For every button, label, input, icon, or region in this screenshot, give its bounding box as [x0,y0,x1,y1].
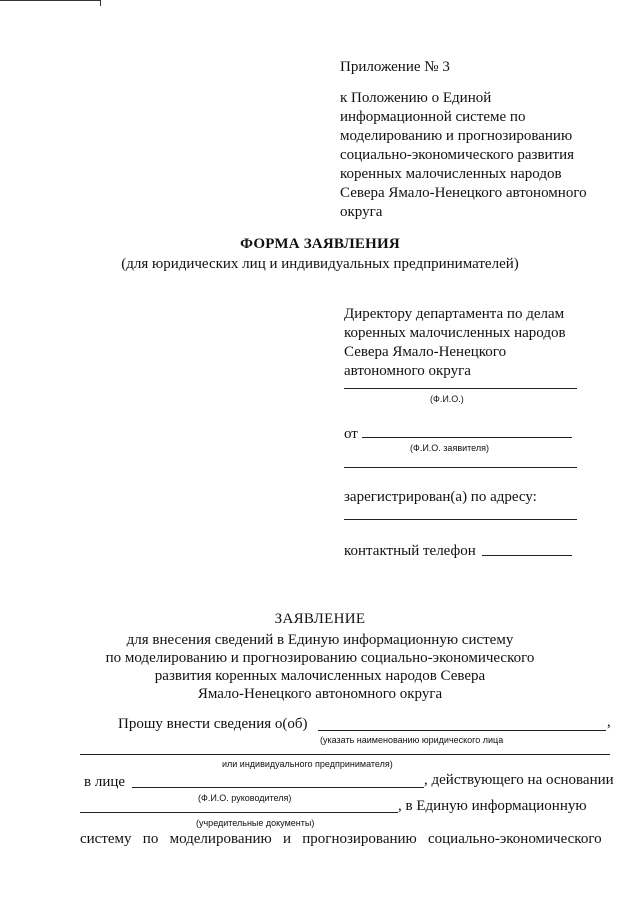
top-border-tick [100,0,101,6]
applicant-caption: (Ф.И.О. заявителя) [410,443,489,453]
application-line: развития коренных малочисленных народов Севера [154,668,486,684]
addressee-line: Директору департамента по делам [344,306,565,322]
application-line: по моделированию и прогнозированию социально-экономического [105,650,535,666]
comma: , [607,714,611,730]
form-title: ФОРМА ЗАЯВЛЕНИЯ [240,236,400,252]
address-field-line[interactable] [344,519,577,520]
appendix-line: округа [340,204,383,220]
from-label: от [344,426,358,442]
documents-field-line[interactable] [80,812,398,813]
phone-label: контактный телефон [344,543,476,559]
entity-name-field-line[interactable] [318,730,606,731]
appendix-line: социально-экономического развития [340,147,575,163]
applicant-field-line[interactable] [362,437,572,438]
person-label: в лице [84,774,126,790]
appendix-title: Приложение № 3 [340,59,450,75]
phone-field-line[interactable] [482,555,572,556]
top-border-line [0,0,100,1]
application-description [0,631,640,703]
request-label: Прошу внести сведения о(об) [118,716,308,732]
appendix-line: Севера Ямало-Ненецкого автономного [340,185,587,201]
appendix-line: информационной системе по [340,109,526,125]
addressee-line: Севера Ямало-Ненецкого [344,344,507,360]
addressee-block [344,305,604,381]
into-label: , в Единую информационную [398,798,587,814]
body-last-line: систему по моделированию и прогнозированию социально-экономического [80,831,602,847]
application-line: Ямало-Ненецкого автономного округа [197,686,443,702]
fio-field-line[interactable] [344,388,577,389]
documents-caption: (учредительные документы) [196,818,315,828]
head-name-field-line[interactable] [132,787,424,788]
form-subtitle: (для юридических лиц и индивидуальных предпринимателей) [121,256,519,272]
entity-caption: (указать наименованию юридического лица [320,735,504,745]
appendix-line: моделированию и прогнозированию [340,128,573,144]
fio-caption: (Ф.И.О.) [430,394,464,404]
application-title: ЗАЯВЛЕНИЕ [274,611,366,627]
entity-name-field-line-2[interactable] [80,754,610,755]
acting-label: , действующего на основании [424,772,614,788]
addressee-line: автономного округа [344,363,471,379]
applicant-field-line-2[interactable] [344,467,577,468]
appendix-line: коренных малочисленных народов [340,166,562,182]
head-caption: (Ф.И.О. руководителя) [198,793,292,803]
appendix-block [340,58,620,222]
application-line: для внесения сведений в Единую информационную систему [126,632,514,648]
appendix-line: к Положению о Единой [340,90,492,106]
registered-label: зарегистрирован(а) по адресу: [344,489,537,505]
entity-caption-cont: или индивидуального предпринимателя) [222,759,393,769]
addressee-line: коренных малочисленных народов [344,325,566,341]
